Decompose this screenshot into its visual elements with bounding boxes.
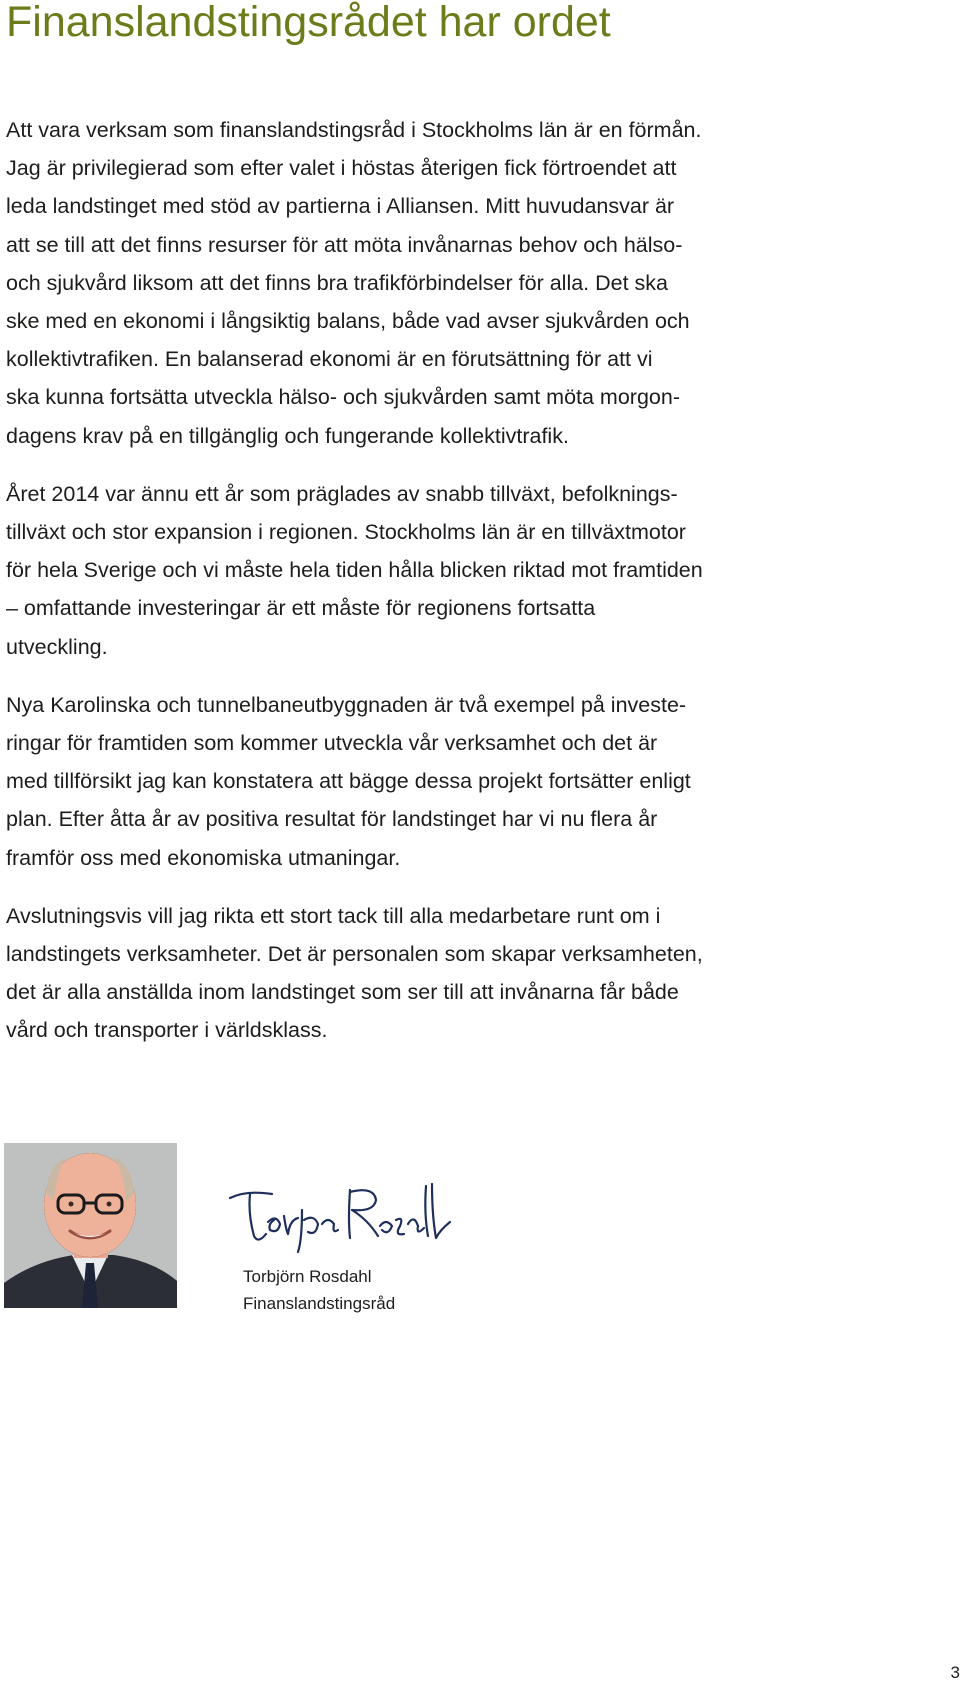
handwritten-signature	[228, 1180, 453, 1260]
text-line: Året 2014 var ännu ett år som präglades av snabb tillväxt, befolknings-	[6, 481, 678, 506]
text-line: landstingets verksamheter. Det är personalen som skapar verksamheten,	[6, 942, 703, 967]
text-line: det är alla anställda inom landstinget som ser till att invånarna får både	[6, 980, 679, 1005]
text-line: ringar för framtiden som kommer utveckla vår verksamhet och det är	[6, 731, 658, 756]
signature-drawing	[228, 1180, 453, 1260]
signer-name: Torbjörn Rosdahl	[243, 1267, 372, 1286]
text-line: leda landstinget med stöd av partierna i Alliansen. Mitt huvudansvar är	[6, 194, 675, 219]
portrait-photo	[4, 1143, 177, 1308]
text-line: och sjukvård liksom att det finns bra trafikförbindelser för alla. Det ska	[6, 270, 669, 295]
paragraph	[6, 686, 796, 877]
signer-title: Finanslandstingsråd	[243, 1294, 396, 1313]
text-line: kollektivtrafiken. En balanserad ekonomi är en förutsättning för att vi	[6, 347, 653, 372]
text-line: plan. Efter åtta år av positiva resultat för landstinget har vi nu flera år	[6, 807, 658, 832]
page-number: 3	[950, 1663, 960, 1682]
text-line: vård och transporter i världsklass.	[6, 1018, 328, 1043]
text-line: med tillförsikt jag kan konstatera att bägge dessa projekt fortsätter enligt	[6, 769, 691, 794]
letter-body	[6, 111, 796, 1070]
text-line: – omfattande investeringar är ett måste för regionens fortsatta	[6, 596, 596, 621]
paragraph	[6, 111, 796, 455]
text-line: Nya Karolinska och tunnelbaneutbyggnaden är två exempel på investe-	[6, 692, 687, 717]
text-line: ska kunna fortsätta utveckla hälso- och sjukvården samt möta morgon-	[6, 385, 680, 410]
text-line: utveckling.	[6, 634, 108, 659]
paragraph	[6, 897, 796, 1050]
paragraph	[6, 475, 796, 666]
text-line: för hela Sverige och vi måste hela tiden hålla blicken riktad mot framtiden	[6, 558, 703, 583]
page-title: Finanslandstingsrådet har ordet	[6, 0, 611, 46]
text-line: tillväxt och stor expansion i regionen. Stockholms län är en tillväxtmotor	[6, 520, 686, 545]
text-line: Att vara verksam som finanslandstingsråd i Stockholms län är en förmån.	[6, 118, 702, 142]
text-line: att se till att det finns resurser för att möta invånarnas behov och hälso-	[6, 232, 683, 257]
text-line: dagens krav på en tillgänglig och fungerande kollektivtrafik.	[6, 423, 569, 448]
text-line: Avslutningsvis vill jag rikta ett stort tack till alla medarbetare runt om i	[6, 903, 661, 928]
text-line: ske med en ekonomi i långsiktig balans, både vad avser sjukvården och	[6, 309, 690, 334]
text-line: framför oss med ekonomiska utmaningar.	[6, 845, 401, 870]
portrait-illustration	[4, 1143, 177, 1308]
text-line: Jag är privilegierad som efter valet i höstas återigen fick förtroendet att	[6, 156, 677, 181]
